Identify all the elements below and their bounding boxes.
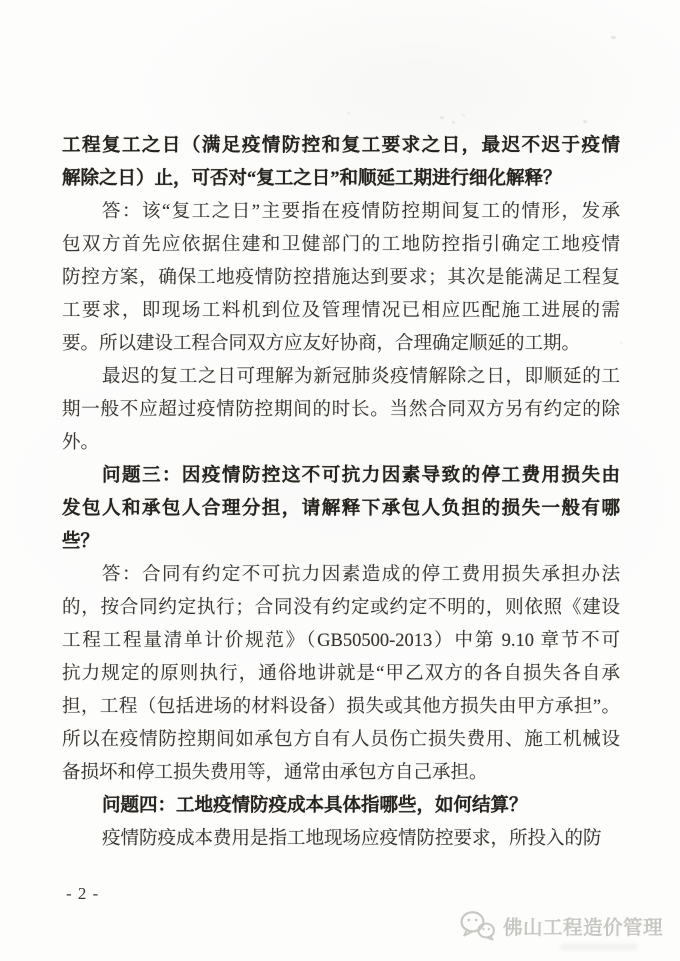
text-line: 解除之日）止，可否对“复工之日”和顺延工期进行细化解释？ xyxy=(62,169,562,189)
text-line: 包双方首先应依据住建和卫健部门的工地防控指引确定工地疫情 xyxy=(62,235,620,255)
scan-speck xyxy=(611,36,616,39)
watermark-text: 佛山工程造价管理 xyxy=(502,916,663,939)
text-line: 答：该“复工之日”主要指在疫情防控期间复工的情形，发承 xyxy=(102,202,620,222)
text-line: 些？ xyxy=(62,532,100,552)
text-line: 的，按合同约定执行；合同没有约定或约定不明的，则依照《建设 xyxy=(62,598,620,618)
text-line: 疫情防疫成本费用是指工地现场应疫情防控要求，所投入的防 xyxy=(102,829,602,849)
text-line: 要。所以建设工程合同双方应友好协商，合理确定顺延的工期。 xyxy=(62,334,581,354)
text-line: 答：合同有约定不可抗力因素造成的停工费用损失承担办法 xyxy=(102,565,620,585)
text-line: 发包人和承包人合理分担，请解释下承包人负担的损失一般有哪 xyxy=(62,499,620,519)
text-line: 所以在疫情防控期间如承包方自有人员伤亡损失费用、施工机械设 xyxy=(62,730,620,750)
scan-speck xyxy=(440,116,444,119)
scan-speck xyxy=(583,120,587,123)
watermark xyxy=(459,910,663,941)
text-line: 问题四：工地疫情防疫成本具体指哪些，如何结算？ xyxy=(102,796,528,816)
text-line: 工要求，即现场工料机到位及管理情况已相应匹配施工进展的需 xyxy=(62,301,620,321)
text-line: 问题三：因疫情防控这不可抗力因素导致的停工费用损失由 xyxy=(102,466,620,486)
text-line: 备损坏和停工损失费用等，通常由承包方自己承担。 xyxy=(62,763,488,783)
text-line: 最迟的复工之日可理解为新冠肺炎疫情解除之日，即顺延的工 xyxy=(102,367,620,387)
scan-speck xyxy=(462,114,465,116)
text-line: 担，工程（包括进场的材料设备）损失或其他方损失由甲方承担”。 xyxy=(62,697,620,717)
text-line: 期一般不应超过疫情防控期间的时长。当然合同双方另有约定的除 xyxy=(62,400,620,420)
scan-speck xyxy=(452,121,455,124)
scan-smudge xyxy=(560,944,638,950)
text-line: 工程复工之日（满足疫情防控和复工要求之日，最迟不迟于疫情 xyxy=(62,136,620,156)
page-number: - 2 - xyxy=(66,884,100,903)
text-line: 抗力规定的原则执行，通俗地讲就是“甲乙双方的各自损失各自承 xyxy=(62,664,620,684)
text-line: 外。 xyxy=(62,433,100,453)
scan-speck xyxy=(620,342,623,344)
scan-speck xyxy=(347,112,350,114)
document-body xyxy=(62,130,620,856)
text-line: 工程工程量清单计价规范》（GB50500-2013）中第 9.10 章节不可 xyxy=(62,631,620,651)
text-line: 防控方案，确保工地疫情防控措施达到要求；其次是能满足工程复 xyxy=(62,268,620,288)
wechat-icon xyxy=(459,910,496,941)
